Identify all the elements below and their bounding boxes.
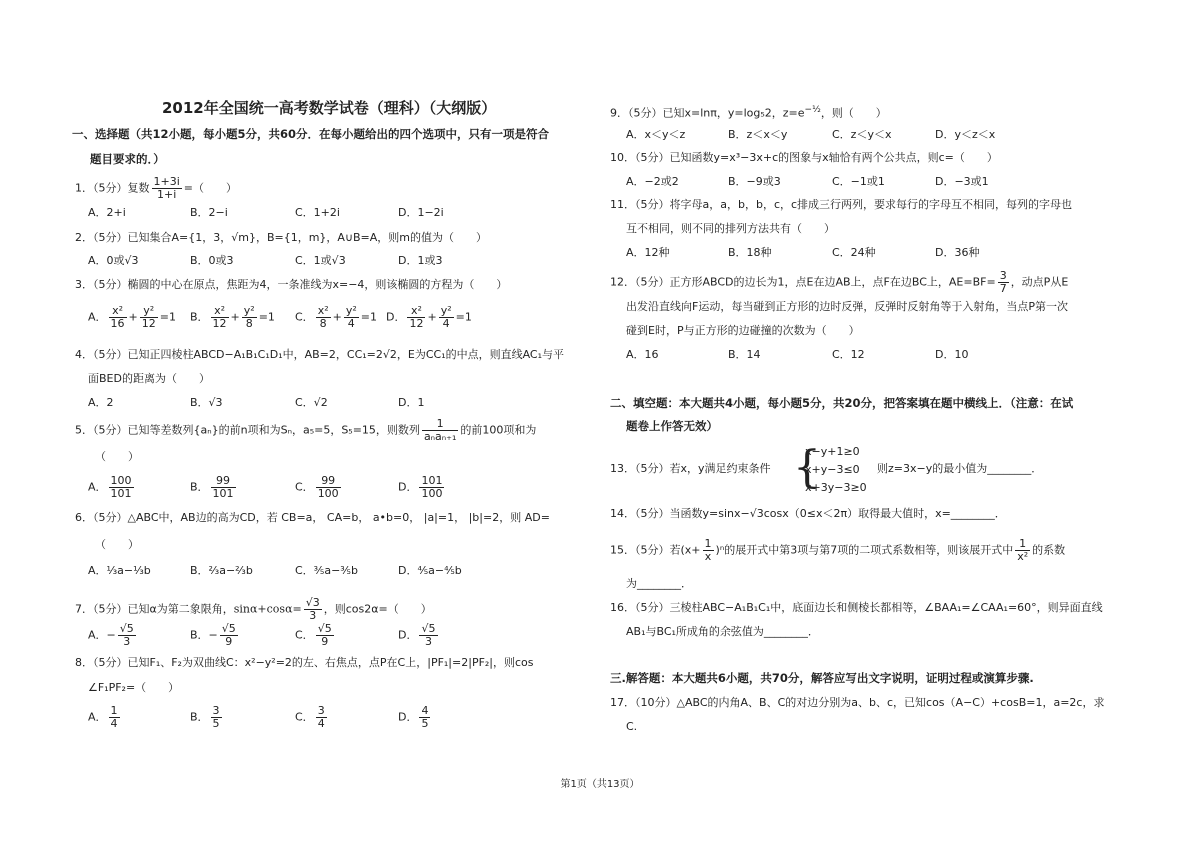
q6-option-c: C．⅗a−⅗b xyxy=(295,564,358,577)
q10-option-b: B．−9或3 xyxy=(728,175,781,188)
question-4-cont: 面BED的距离为（ ） xyxy=(88,372,210,385)
constraint-2: x+y−3≤0 xyxy=(805,463,860,476)
q6-option-a: A．⅓a−⅓b xyxy=(88,564,151,577)
question-13-tail: 则z=3x−y的最小值为________． xyxy=(877,462,1043,475)
q5-option-b: B． $\frac{99}{101}$ xyxy=(190,474,234,500)
q8-option-a: A． $\frac{1}{4}$ xyxy=(88,704,118,730)
q2-option-a: A．0或√3 xyxy=(88,254,139,267)
question-1: 1．（5分）复数 $\frac{1+3i}{1+i}$ =（ ） xyxy=(75,175,237,201)
q9-option-c: C．z＜y＜x xyxy=(832,128,892,141)
section-1-heading: 一、选择题（共12小题，每小题5分，共60分．在每小题给出的四个选项中，只有一项是符合 xyxy=(72,127,550,141)
q2-option-b: B．0或3 xyxy=(190,254,234,267)
q7-option-b: B．− $\frac{√5}{9}$ xyxy=(190,622,236,648)
fraction: $\frac{1+3i}{1+i}$ xyxy=(153,175,180,201)
q7-option-a: A．− $\frac{√5}{3}$ xyxy=(88,622,134,648)
question-9: 9．（5分）已知x=lnπ，y=log₅2，$z=e^{-\frac{1}{2}}$，则（ ） xyxy=(610,105,887,120)
q9-option-b: B．z＜x＜y xyxy=(728,128,788,141)
q5-option-a: A． $\frac{100}{101}$ xyxy=(88,474,132,500)
question-5-cont: （ ） xyxy=(95,450,139,463)
q9-option-a: A．x＜y＜z xyxy=(626,128,686,141)
question-5: 5．（5分）已知等差数列{aₙ}的前n项和为Sₙ，a₅=5，S₅=15，则数列 $\frac{1}{\text{aₙaₙ₊₁}}$ 的前100项和为 xyxy=(75,417,537,443)
question-8: 8．（5分）已知F₁、F₂为双曲线C：x²−y²=2的左、右焦点，点P在C上，|PF₁|=2|PF₂|，则cos xyxy=(75,656,534,669)
question-12-cont: 出发沿直线向F运动，每当碰到正方形的边时反弹，反弹时反射角等于入射角，当点P第一次 xyxy=(626,300,1068,313)
q5-option-c: C． $\frac{99}{100}$ xyxy=(295,474,339,500)
q7-option-d: D． $\frac{√5}{3}$ xyxy=(398,622,436,648)
question-16-cont: AB₁与BC₁所成角的余弦值为________． xyxy=(626,625,819,638)
question-17: 17．（10分）△ABC的内角A、B、C的对边分别为a、b、c，已知cos（A−C）+cosB=1，a=2c，求 xyxy=(610,696,1105,709)
question-12-cont2: 碰到E时，P与正方形的边碰撞的次数为（ ） xyxy=(626,324,860,337)
question-11: 11．（5分）将字母a，a，b，b，c，c排成三行两列，要求每行的字母互不相同，每列的字母也 xyxy=(610,198,1073,211)
section-2-heading-cont: 题卷上作答无效） xyxy=(626,419,718,433)
q12-option-a: A．16 xyxy=(626,348,659,361)
question-2: 2．（5分）已知集合A={1，3，√m}，B={1，m}，A∪B=A，则m的值为（ ） xyxy=(75,231,488,244)
q3-option-b: B． $\frac{\text{x²}}{12}$ + $\frac{\text{y²}}{8}$ =1 xyxy=(190,304,275,330)
q1-option-b: B．2−i xyxy=(190,206,228,219)
q10-option-d: D．−3或1 xyxy=(935,175,989,188)
question-8-cont: ∠F₁PF₂=（ ） xyxy=(88,681,180,694)
question-7: 7．（5分）已知α为第二象限角，sinα+cosα= $\frac{√3}{3}$ ，则cos2α=（ ） xyxy=(75,596,432,622)
q10-option-a: A．−2或2 xyxy=(626,175,679,188)
page-footer: 第1页（共13页） xyxy=(560,779,640,790)
section-2-heading: 二、填空题：本大题共4小题，每小题5分，共20分，把答案填在题中横线上．（注意：在试 xyxy=(610,396,1074,410)
question-10: 10．（5分）已知函数y=x³−3x+c的图象与x轴恰有两个公共点，则c=（ ） xyxy=(610,151,998,164)
question-12: 12．（5分）正方形ABCD的边长为1，点E在边AB上，点F在边BC上，AE=BF= $\frac{3}{7}$ ，动点P从E xyxy=(610,269,1069,295)
q2-option-c: C．1或√3 xyxy=(295,254,346,267)
q4-option-c: C．√2 xyxy=(295,396,328,409)
constraint-1: x−y+1≥0 xyxy=(805,445,860,458)
q11-option-c: C．24种 xyxy=(832,246,876,259)
q3-option-d: D． $\frac{\text{x²}}{12}$ + $\frac{\text{y²}}{4}$ =1 xyxy=(386,304,472,330)
q11-option-d: D．36种 xyxy=(935,246,980,259)
constraint-3: x+3y−3≥0 xyxy=(805,481,867,494)
section-1-heading-cont: 题目要求的．） xyxy=(90,152,165,166)
question-13: 13．（5分）若x，y满足约束条件 xyxy=(610,462,771,475)
page-title: 2012年全国统一高考数学试卷（理科）（大纲版） xyxy=(162,99,497,117)
question-4: 4．（5分）已知正四棱柱ABCD−A₁B₁C₁D₁中，AB=2，CC₁=2√2，E为CC₁的中点，则直线AC₁与平 xyxy=(75,348,565,361)
q1-option-d: D．1−2i xyxy=(398,206,444,219)
question-17-cont: C. xyxy=(626,720,638,733)
question-15-cont: 为________． xyxy=(626,577,692,590)
question-6: 6．（5分）△ABC中，AB边的高为CD，若 CB=a， CA=b， a•b=0， |a|=1， |b|=2，则 AD= xyxy=(75,511,550,524)
q11-option-a: A．12种 xyxy=(626,246,670,259)
q3-option-a: A． $\frac{\text{x²}}{16}$ + $\frac{\text{y²}}{12}$ =1 xyxy=(88,304,176,330)
q10-option-c: C．−1或1 xyxy=(832,175,885,188)
q4-option-d: D．1 xyxy=(398,396,425,409)
q12-option-b: B．14 xyxy=(728,348,761,361)
question-11-cont: 互不相同，则不同的排列方法共有（ ） xyxy=(626,222,835,235)
q11-option-b: B．18种 xyxy=(728,246,772,259)
q8-option-d: D． $\frac{4}{5}$ xyxy=(398,704,429,730)
question-16: 16．（5分）三棱柱ABC−A₁B₁C₁中，底面边长和侧棱长都相等，∠BAA₁=∠CAA₁=60°，则异面直线 xyxy=(610,601,1103,614)
q6-option-b: B．⅔a−⅔b xyxy=(190,564,253,577)
q6-option-d: D．⅘a−⅘b xyxy=(398,564,462,577)
question-3: 3．（5分）椭圆的中心在原点，焦距为4，一条准线为x=−4，则该椭圆的方程为（ ） xyxy=(75,278,508,291)
q12-option-d: D．10 xyxy=(935,348,969,361)
q8-option-c: C． $\frac{3}{4}$ xyxy=(295,704,325,730)
q4-option-b: B．√3 xyxy=(190,396,223,409)
q12-option-c: C．12 xyxy=(832,348,865,361)
q8-option-b: B． $\frac{3}{5}$ xyxy=(190,704,220,730)
q1-option-a: A．2+i xyxy=(88,206,126,219)
q7-option-c: C． $\frac{√5}{9}$ xyxy=(295,622,332,648)
question-14: 14．（5分）当函数y=sinx−√3cosx（0≤x＜2π）取得最大值时，x=________． xyxy=(610,507,1006,520)
question-15: 15．（5分）若(x+ $\frac{1}{x}$ )ⁿ的展开式中第3项与第7项的二项式系数相等，则该展开式中 $\frac{1}{\text{x²}}$ 的系数 xyxy=(610,537,1066,563)
question-6-cont: （ ） xyxy=(95,538,139,551)
q9-option-d: D．y＜z＜x xyxy=(935,128,996,141)
q3-option-c: C． $\frac{\text{x²}}{8}$ + $\frac{\text{y²}}{4}$ =1 xyxy=(295,304,377,330)
brace-symbol: { xyxy=(793,442,821,493)
q4-option-a: A．2 xyxy=(88,396,114,409)
q5-option-d: D． $\frac{101}{100}$ xyxy=(398,474,443,500)
q2-option-d: D．1或3 xyxy=(398,254,443,267)
section-3-heading: 三.解答题：本大题共6小题，共70分，解答应写出文字说明，证明过程或演算步骤. xyxy=(610,671,1034,685)
q1-option-c: C．1+2i xyxy=(295,206,340,219)
